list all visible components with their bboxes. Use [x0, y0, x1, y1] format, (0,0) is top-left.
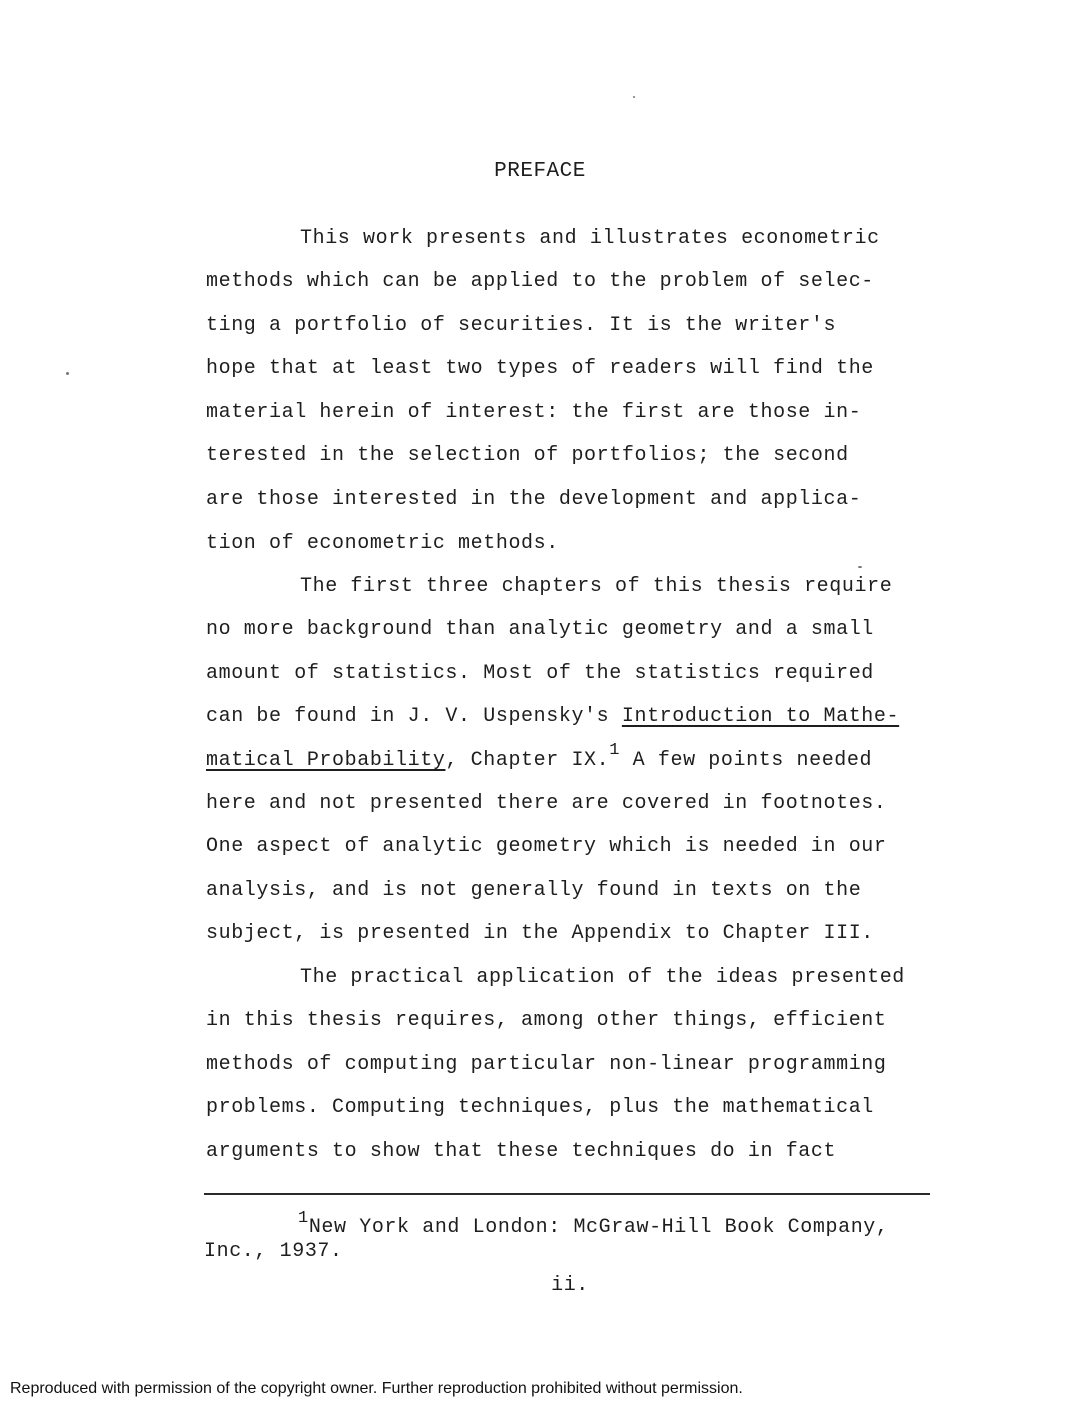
text-line: tion of econometric methods.	[206, 532, 559, 555]
footnote-reference: 1	[609, 741, 621, 760]
text-line: arguments to show that these techniques do in fact	[206, 1140, 837, 1163]
footnote-text: Inc., 1937.	[204, 1240, 343, 1263]
text-line: methods which can be applied to the problem of selec-	[206, 270, 874, 293]
text-line: no more background than analytic geometry and a small	[206, 618, 874, 641]
text-line: material herein of interest: the first are those in-	[206, 401, 862, 424]
text-line: The practical application of the ideas presented	[300, 966, 905, 989]
text-line	[206, 705, 899, 728]
text-line: in this thesis requires, among other things, efficient	[206, 1009, 887, 1032]
text-line: amount of statistics. Most of the statistics required	[206, 662, 874, 685]
reproduction-notice: Reproduced with permission of the copyright owner. Further reproduction prohibited without permission.	[10, 1380, 743, 1397]
scan-speck	[66, 372, 69, 375]
text-line: analysis, and is not generally found in texts on the	[206, 879, 862, 902]
text-line: The first three chapters of this thesis require	[300, 575, 893, 598]
scan-speck	[858, 566, 862, 568]
text-line: here and not presented there are covered in footnotes.	[206, 792, 887, 815]
text-line: This work presents and illustrates econometric	[300, 227, 880, 250]
text-line: One aspect of analytic geometry which is needed in our	[206, 835, 887, 858]
text-segment: , Chapter IX.	[445, 749, 610, 772]
footnote	[298, 1209, 889, 1239]
footnote-divider	[204, 1193, 930, 1195]
footnote-marker: 1	[298, 1209, 309, 1228]
book-title: matical Probability	[206, 749, 446, 772]
text-line: subject, is presented in the Appendix to Chapter III.	[206, 922, 874, 945]
text-line: methods of computing particular non-linear programming	[206, 1053, 887, 1076]
text-line	[206, 741, 873, 772]
page-title: PREFACE	[494, 160, 586, 183]
text-segment: A few points needed	[620, 749, 873, 772]
text-line: problems. Computing techniques, plus the mathematical	[206, 1096, 874, 1119]
scan-speck	[633, 96, 635, 98]
text-line: ting a portfolio of securities. It is the writer's	[206, 314, 837, 337]
page-number: ii.	[551, 1274, 589, 1297]
footnote-text: New York and London: McGraw-Hill Book Company,	[308, 1216, 889, 1239]
text-line: are those interested in the development and applica-	[206, 488, 862, 511]
book-title: Introduction to Mathe-	[621, 705, 900, 728]
text-line: hope that at least two types of readers will find the	[206, 357, 874, 380]
text-segment: can be found in J. V. Uspensky's	[206, 705, 610, 728]
text-line: terested in the selection of portfolios; the second	[206, 444, 849, 467]
